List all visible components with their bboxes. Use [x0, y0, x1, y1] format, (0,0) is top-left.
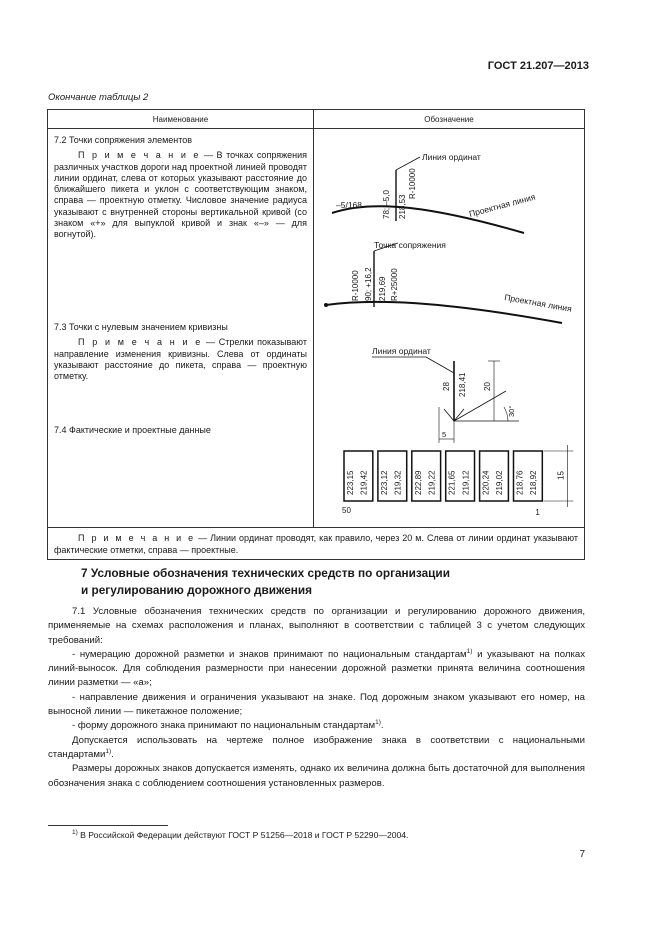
elevation-value: 220,24: [481, 470, 491, 495]
elevation-value: 223,12: [379, 470, 389, 495]
row-7-2-text: [48, 129, 313, 322]
design-line-label: Проектная линия: [467, 191, 537, 219]
elevation-value: 223,15: [346, 470, 355, 495]
table-footer-note: П р и м е ч а н и е — Линии ординат проводят, как правило, через 20 м. Слева от линии ординат указывают фактические отметки, справа — проектные.: [48, 528, 585, 560]
elevation-value: 219,22: [427, 470, 437, 495]
row-7-4-text: [48, 425, 313, 525]
bullet-marking: - нумерацию дорожной разметки и знаков принимают по национальным стандартам$^{1)}$ и указывают на полках линий-выносок. Для соблюдения размерности при нанесении дорожной разметки принята величина соотношения линии разметки — «а»;: [48, 647, 585, 689]
radius-value-left: R-10000: [351, 270, 360, 301]
row-title: 7.2 Точки сопряжения элементов: [54, 135, 193, 145]
elevation-value: 219,32: [393, 470, 403, 495]
symbols-table: [47, 109, 585, 560]
row-note: П р и м е ч а н и е — Стрелки показывают направление изменения кривизны. Слева от ординаты указывают расстояние до пикета, справа — проектную отметку.: [54, 337, 307, 382]
paragraph-full-image: Допускается использовать на чертеже полное изображение знака в соответствии с национальными стандартами$^{1)}$.: [48, 734, 585, 760]
elevation-value: 218,76: [515, 470, 525, 495]
names-cell: [48, 129, 314, 528]
bullet-form: - форму дорожного знака принимают по национальным стандартам$^{1)}$.: [72, 719, 384, 732]
elevation-value: 219,12: [461, 470, 471, 495]
elevation-value: 219,02: [495, 470, 505, 495]
radius-value: R-10000: [408, 168, 417, 199]
figure-7-3: [372, 346, 519, 443]
row-7-3-text: [48, 322, 313, 425]
elevation-value: 218,41: [458, 372, 467, 397]
ordinate-label: Линия ординат: [372, 346, 431, 356]
row-title: 7.3 Точки с нулевым значением кривизны: [54, 322, 228, 332]
footnote-separator: [48, 825, 168, 826]
row-note: П р и м е ч а н и е — В точках сопряжения различных участков дороги над проектной линией проводят линии ординат, слева от которых указывают расстояние до ближайшего пикета и уклон с соответствующим знаком, справа — проектную отметку. Числовое значение радиуса указывают с внутренней стороны вертикальной кривой (со знаком «+» для выпуклой кривой и знак «–» — для вогнутой).: [54, 150, 307, 240]
right-dimension: 1: [535, 508, 540, 517]
elevation-value: 218,53: [398, 194, 407, 219]
bullet-direction: - направление движения и ограничения указывают на знаке. Под дорожным знаком указывают его номер, на выносной линии — пикетажное положение;: [48, 691, 585, 718]
elevation-value: 221,65: [447, 470, 457, 495]
angle-label: 30°: [507, 405, 516, 417]
paragraph-sizes: Размеры дорожных знаков допускается изменять, однако их величина должна быть достаточной для выполнения обозначения знака с соблюдением соотношения установленных размеров.: [48, 763, 585, 789]
document-code: ГОСТ 21.207—2013: [487, 60, 589, 72]
table-caption: Окончание таблицы 2: [48, 92, 149, 103]
slope-label: –5/168: [336, 200, 362, 210]
dimension-20: 20: [483, 382, 492, 391]
distance-slope-value: 78; –5,0: [382, 190, 391, 219]
design-line-label: Проектная линия: [503, 292, 573, 314]
row-title: 7.4 Фактические и проектные данные: [54, 425, 211, 435]
table-footer-row: [48, 528, 585, 560]
height-dimension: 15: [556, 471, 566, 480]
page-number: 7: [579, 849, 585, 860]
left-dimension: 50: [342, 506, 351, 515]
figure-7-2-top: [332, 152, 537, 233]
figure-7-4: [342, 445, 573, 517]
distance-value: 28: [442, 382, 451, 391]
section-body: [48, 605, 585, 791]
radius-value-right: R+25000: [390, 268, 399, 301]
figure-7-2-bottom: [324, 240, 573, 323]
section-heading: 7 Условные обозначения технических средств по организации и регулированию дорожного движения: [81, 566, 450, 597]
elevation-value: 222,89: [413, 470, 423, 495]
elevation-value: 219,42: [359, 470, 369, 495]
dimension-5: 5: [442, 430, 447, 439]
footnote: $^{1)}$ В Российской Федерации действуют ГОСТ Р 51256—2018 и ГОСТ Р 52290—2004.: [72, 829, 409, 840]
symbols-drawing: [314, 129, 584, 527]
column-header-name: Наименование: [48, 110, 314, 129]
distance-slope-value: 90; +16,2: [364, 267, 373, 301]
elevation-value: 219,69: [378, 276, 387, 301]
junction-label: Точка сопряжения: [374, 240, 446, 250]
ordinate-label: Линия ординат: [422, 152, 481, 162]
table-body-row: [48, 129, 585, 528]
paragraph-7-1: 7.1 Условные обозначения технических средств по организации и регулированию дорожного движения, применяемые на схемах расположения и планах, выполняют в соответствии с таблицей 3 с учетом следующих требований:: [48, 606, 585, 646]
symbols-cell: [314, 129, 585, 528]
table-header-row: [48, 110, 585, 129]
elevation-value: 218,92: [529, 470, 539, 495]
column-header-symbol: Обозначение: [314, 110, 585, 129]
